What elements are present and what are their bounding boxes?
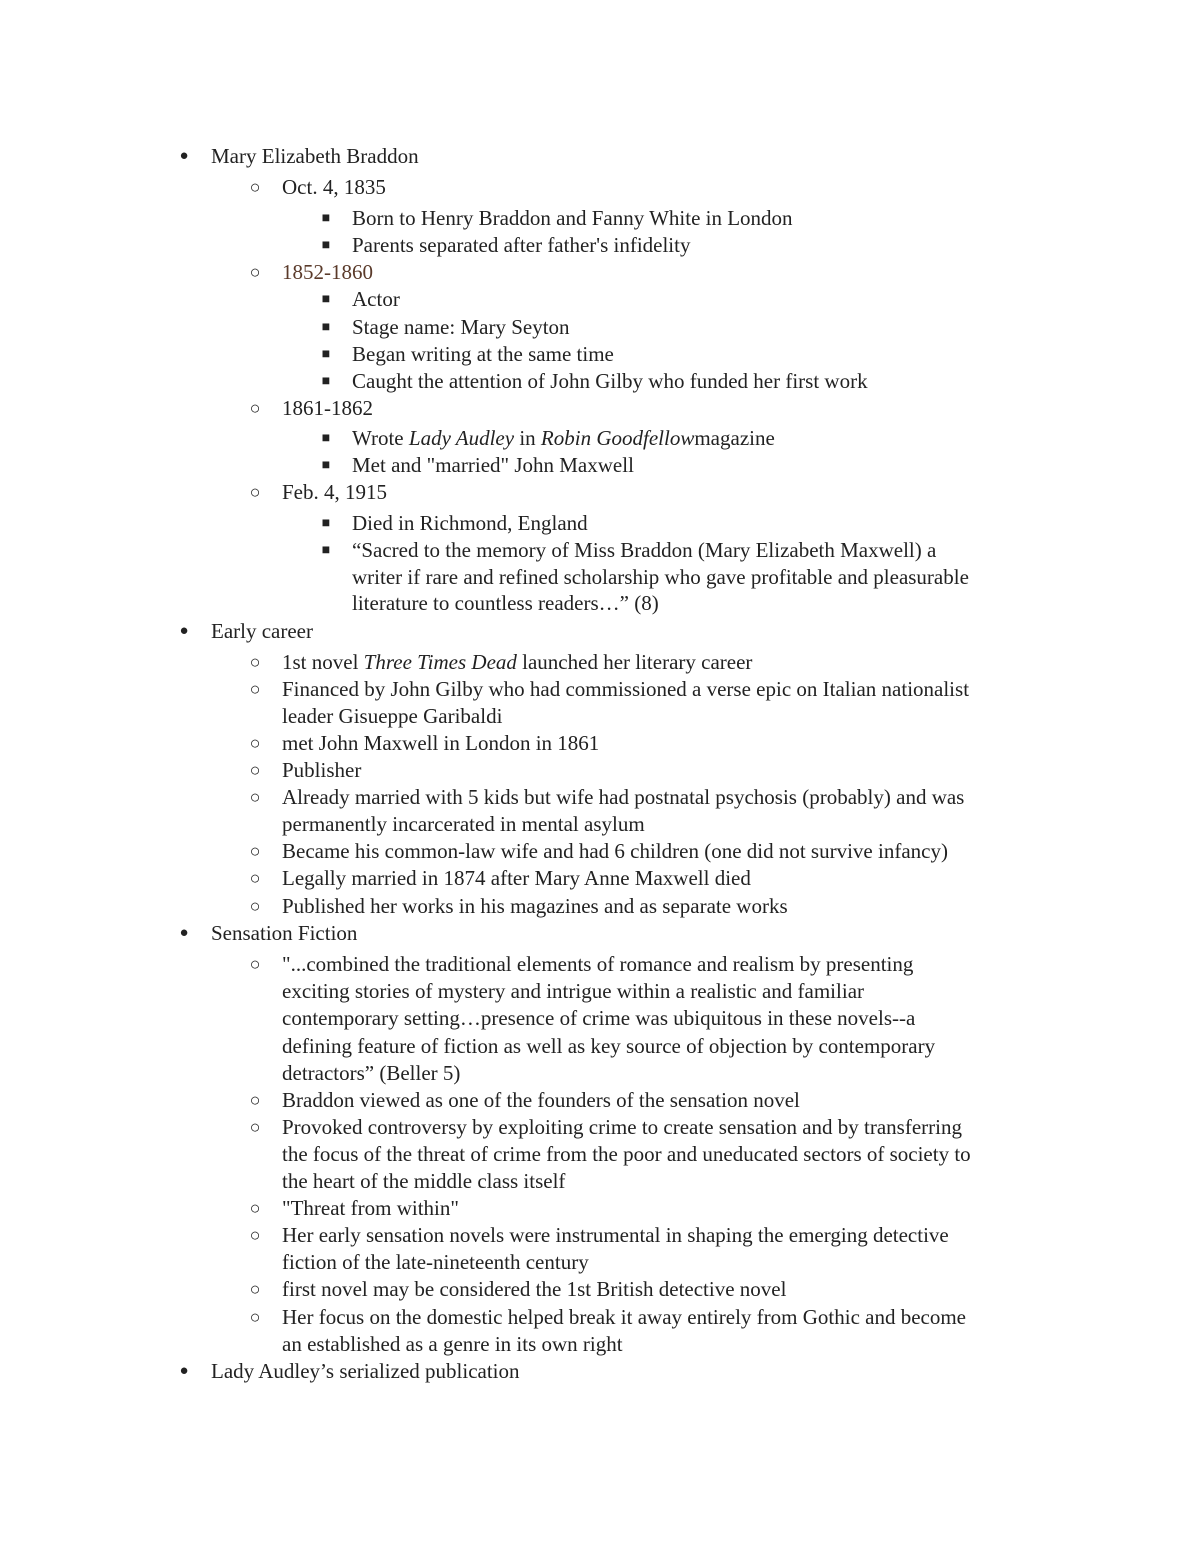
bullet-square: ■ bbox=[321, 292, 331, 307]
bullet-filled: ● bbox=[179, 925, 189, 941]
acting-actor: Actor bbox=[352, 287, 400, 311]
bullet-hollow: ○ bbox=[249, 1198, 261, 1218]
section-heading-braddon: Mary Elizabeth Braddon bbox=[211, 144, 419, 168]
bullet-filled: ● bbox=[179, 623, 189, 639]
bullet-hollow: ○ bbox=[249, 652, 261, 672]
sensation-quote-line-5: detractors” (Beller 5) bbox=[282, 1061, 461, 1085]
early-met: met John Maxwell in London in 1861 bbox=[282, 731, 600, 755]
early-financed-line-1: Financed by John Gilby who had commissioned a verse epic on Italian nationalist bbox=[282, 677, 970, 701]
bullet-hollow: ○ bbox=[249, 262, 261, 282]
section-heading-early-career: Early career bbox=[211, 619, 313, 643]
audley-wrote-magazine: Robin Goodfellow bbox=[540, 426, 695, 450]
sensation-founder: Braddon viewed as one of the founders of the sensation novel bbox=[282, 1088, 800, 1112]
early-financed-line-2: leader Gisueppe Garibaldi bbox=[282, 704, 503, 728]
bullet-hollow: ○ bbox=[249, 841, 261, 861]
bullet-hollow: ○ bbox=[249, 1090, 261, 1110]
audley-wrote bbox=[352, 425, 775, 452]
sensation-provoked-line-3: the heart of the middle class itself bbox=[282, 1169, 566, 1193]
audley-wrote-prefix: Wrote bbox=[352, 426, 409, 450]
bullet-hollow: ○ bbox=[249, 787, 261, 807]
early-legally: Legally married in 1874 after Mary Anne Maxwell died bbox=[282, 866, 751, 890]
bullet-square: ■ bbox=[321, 374, 331, 389]
death-quote-line-3: literature to countless readers…” (8) bbox=[352, 591, 659, 615]
early-already-line-1: Already married with 5 kids but wife had postnatal psychosis (probably) and was bbox=[282, 785, 965, 809]
sensation-early-line-2: fiction of the late-nineteenth century bbox=[282, 1250, 589, 1274]
sensation-provoked-line-2: the focus of the threat of crime from the poor and uneducated sectors of society to bbox=[282, 1142, 971, 1166]
bullet-hollow: ○ bbox=[249, 954, 261, 974]
birth-date: Oct. 4, 1835 bbox=[282, 175, 386, 199]
bullet-square: ■ bbox=[321, 211, 331, 226]
bullet-hollow: ○ bbox=[249, 868, 261, 888]
sensation-focus-line-1: Her focus on the domestic helped break it away entirely from Gothic and become bbox=[282, 1305, 967, 1329]
bullet-square: ■ bbox=[321, 516, 331, 531]
bullet-hollow: ○ bbox=[249, 760, 261, 780]
bullet-hollow: ○ bbox=[249, 1307, 261, 1327]
early-already-line-2: permanently incarcerated in mental asylum bbox=[282, 812, 645, 836]
bullet-square: ■ bbox=[321, 458, 331, 473]
sensation-quote-line-1: "...combined the traditional elements of romance and realism by presenting bbox=[282, 952, 914, 976]
birth-parents: Parents separated after father's infidelity bbox=[352, 233, 691, 257]
bullet-filled: ● bbox=[179, 148, 189, 164]
sensation-first: first novel may be considered the 1st British detective novel bbox=[282, 1277, 787, 1301]
bullet-square: ■ bbox=[321, 320, 331, 335]
early-novel-prefix: 1st novel bbox=[282, 650, 364, 674]
bullet-square: ■ bbox=[321, 543, 331, 558]
bullet-hollow: ○ bbox=[249, 482, 261, 502]
sensation-provoked-line-1: Provoked controversy by exploiting crime to create sensation and by transferring bbox=[282, 1115, 962, 1139]
acting-gilby: Caught the attention of John Gilby who funded her first work bbox=[352, 369, 868, 393]
death-quote-line-2: writer if rare and refined scholarship who gave profitable and pleasurable bbox=[352, 565, 969, 589]
sensation-focus-line-2: an established as a genre in its own right bbox=[282, 1332, 623, 1356]
bullet-hollow: ○ bbox=[249, 896, 261, 916]
birth-born: Born to Henry Braddon and Fanny White in London bbox=[352, 206, 793, 230]
sensation-quote-line-4: defining feature of fiction as well as key source of objection by contemporary bbox=[282, 1034, 936, 1058]
audley-date: 1861-1862 bbox=[282, 396, 373, 420]
early-common-law: Became his common-law wife and had 6 children (one did not survive infancy) bbox=[282, 839, 948, 863]
audley-wrote-title: Lady Audley bbox=[408, 426, 515, 450]
early-novel-title: Three Times Dead bbox=[363, 650, 517, 674]
sensation-threat: "Threat from within" bbox=[282, 1196, 459, 1220]
audley-married: Met and "married" John Maxwell bbox=[352, 453, 634, 477]
bullet-hollow: ○ bbox=[249, 679, 261, 699]
death-quote-line-1: “Sacred to the memory of Miss Braddon (Mary Elizabeth Maxwell) a bbox=[352, 538, 937, 562]
bullet-square: ■ bbox=[321, 238, 331, 253]
sensation-quote-line-2: exciting stories of mystery and intrigue within a realistic and familiar bbox=[282, 979, 865, 1003]
bullet-filled: ● bbox=[179, 1363, 189, 1379]
bullet-hollow: ○ bbox=[249, 1117, 261, 1137]
bullet-hollow: ○ bbox=[249, 733, 261, 753]
bullet-hollow: ○ bbox=[249, 177, 261, 197]
early-published: Published her works in his magazines and as separate works bbox=[282, 894, 788, 918]
death-died: Died in Richmond, England bbox=[352, 511, 588, 535]
death-date: Feb. 4, 1915 bbox=[282, 480, 387, 504]
bullet-hollow: ○ bbox=[249, 1225, 261, 1245]
audley-wrote-middle: in bbox=[514, 426, 541, 450]
sensation-early-line-1: Her early sensation novels were instrumental in shaping the emerging detective bbox=[282, 1223, 949, 1247]
early-novel bbox=[282, 649, 752, 676]
audley-wrote-suffix: magazine bbox=[694, 426, 775, 450]
acting-writing: Began writing at the same time bbox=[352, 342, 614, 366]
bullet-hollow: ○ bbox=[249, 1279, 261, 1299]
acting-stage-name: Stage name: Mary Seyton bbox=[352, 315, 570, 339]
section-heading-serialized: Lady Audley’s serialized publication bbox=[211, 1359, 520, 1383]
early-publisher: Publisher bbox=[282, 758, 362, 782]
early-novel-suffix: launched her literary career bbox=[516, 650, 753, 674]
bullet-hollow: ○ bbox=[249, 398, 261, 418]
bullet-square: ■ bbox=[321, 347, 331, 362]
acting-date: 1852-1860 bbox=[282, 260, 373, 284]
section-heading-sensation: Sensation Fiction bbox=[211, 921, 358, 945]
bullet-square: ■ bbox=[321, 431, 331, 446]
sensation-quote-line-3: contemporary setting…presence of crime was ubiquitous in these novels--a bbox=[282, 1006, 916, 1030]
